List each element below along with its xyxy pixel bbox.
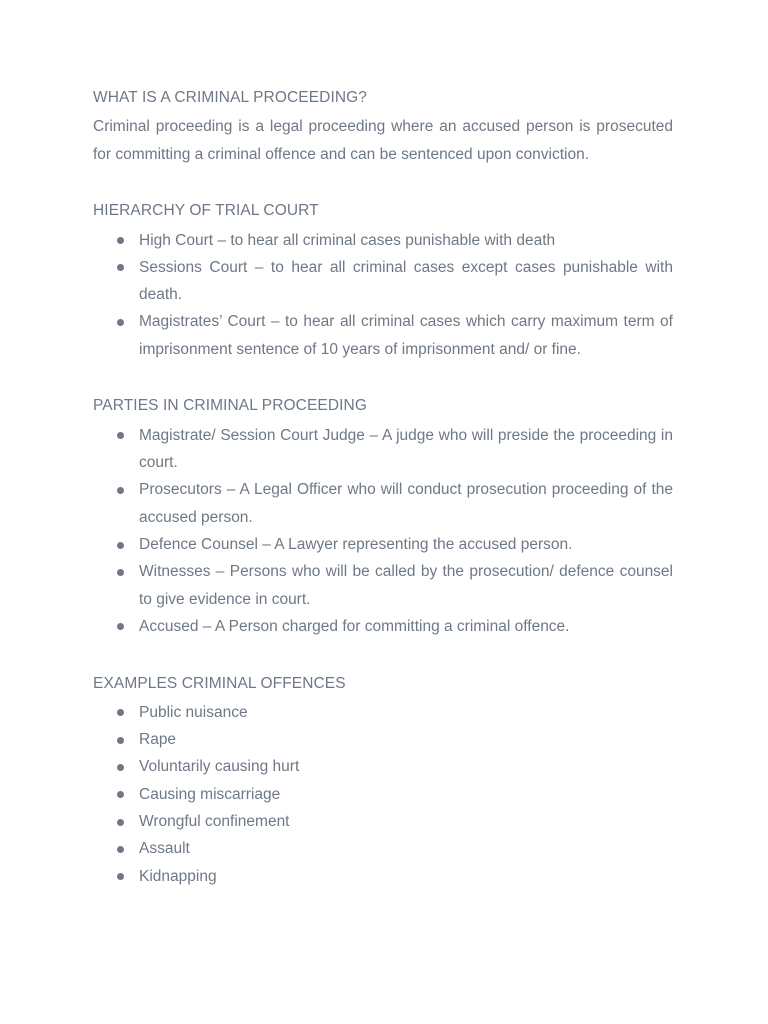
section-heading: HIERARCHY OF TRIAL COURT [93, 202, 319, 220]
section-examples [93, 670, 673, 890]
list-item [93, 863, 673, 890]
bullet-icon [117, 569, 124, 576]
bullet-icon [117, 737, 124, 744]
list-item-text: Accused – A Person charged for committing a criminal offence. [139, 617, 570, 635]
bullet-icon [117, 432, 124, 439]
document-page [93, 84, 673, 890]
list-item-text: Sessions Court – to hear all criminal cases except cases punishable with death. [139, 258, 673, 304]
list-item-text: Wrongful confinement [139, 813, 290, 830]
list-item-text: Kidnapping [139, 867, 217, 885]
list-item-text: Defence Counsel – A Lawyer representing the accused person. [139, 535, 573, 553]
section-heading: PARTIES IN CRIMINAL PROCEEDING [93, 397, 368, 415]
list-item-text: Prosecutors – A Legal Officer who will conduct prosecution proceeding of the accused person. [139, 481, 673, 526]
bullet-icon [117, 764, 124, 771]
bullet-icon [117, 623, 124, 630]
list-item [93, 753, 673, 780]
list-item [93, 254, 673, 309]
bullet-list [93, 699, 673, 890]
bullet-icon [117, 709, 124, 716]
list-item-text: Assault [139, 840, 190, 858]
list-item [93, 699, 673, 726]
bullet-icon [117, 846, 124, 853]
list-item [93, 781, 673, 808]
bullet-list [93, 422, 673, 640]
list-item-text: Causing miscarriage [139, 785, 281, 803]
list-item-text: Witnesses – Persons who will be called by the prosecution/ defence counsel to give evidence in court. [139, 563, 673, 608]
list-item [93, 808, 673, 835]
bullet-icon [117, 791, 124, 798]
list-item [93, 422, 673, 477]
list-item [93, 835, 673, 862]
list-item [93, 613, 673, 640]
section-heading: EXAMPLES CRIMINAL OFFENCES [93, 674, 346, 692]
list-item-text: Voluntarily causing hurt [139, 758, 300, 776]
bullet-icon [117, 819, 124, 826]
bullet-icon [117, 542, 124, 549]
list-item-text: High Court – to hear all criminal cases punishable with death [139, 231, 556, 249]
list-item [93, 308, 673, 363]
list-item-text: Magistrate/ Session Court Judge – A judge who will preside the proceeding in court. [139, 426, 673, 472]
section-what-is [93, 84, 673, 168]
section-paragraph: Criminal proceeding is a legal proceeding where an accused person is prosecuted for committing a criminal offence and can be sentenced upon conviction. [93, 118, 673, 163]
bullet-icon [117, 873, 124, 880]
section-hierarchy [93, 197, 673, 363]
list-item [93, 531, 673, 558]
list-item [93, 227, 673, 254]
bullet-icon [117, 237, 124, 244]
list-item-text: Rape [139, 731, 177, 749]
list-item-text: Public nuisance [139, 703, 248, 721]
list-item [93, 726, 673, 753]
section-heading: WHAT IS A CRIMINAL PROCEEDING? [93, 89, 368, 106]
bullet-icon [117, 264, 124, 271]
bullet-list [93, 227, 673, 363]
bullet-icon [117, 319, 124, 326]
bullet-icon [117, 487, 124, 494]
list-item [93, 558, 673, 613]
list-item [93, 476, 673, 531]
list-item-text: Magistrates’ Court – to hear all criminal cases which carry maximum term of imprisonment sentence of 10 years of imprisonment and/ or fine. [139, 313, 673, 358]
section-parties [93, 392, 673, 640]
